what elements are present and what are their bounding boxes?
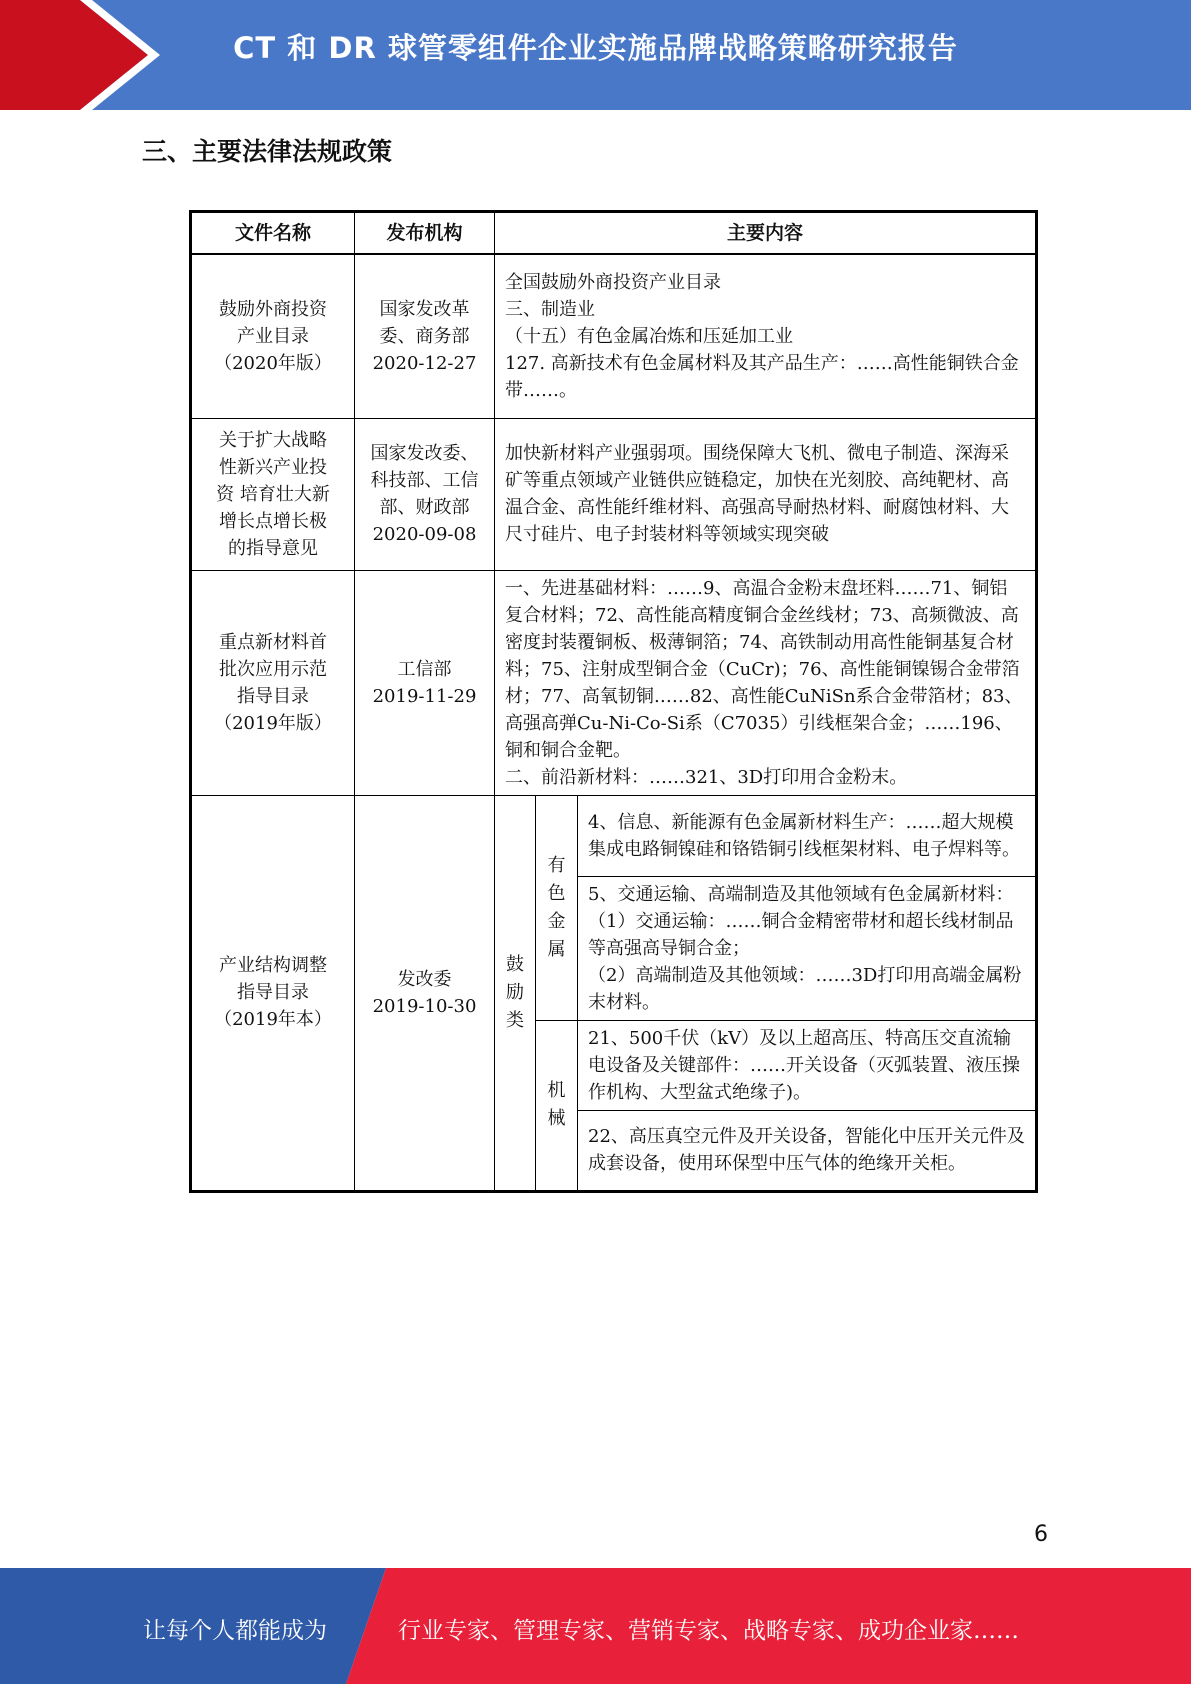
category-cell bbox=[495, 795, 536, 1191]
item-cell: 22、高压真空元件及开关设备，智能化中压开关元件及成套设备，使用环保型中压气体的绝缘开关柜。 bbox=[578, 1110, 1037, 1191]
group-label: 机械 bbox=[547, 1080, 566, 1129]
item-cell: 5、交通运输、高端制造及其他领域有色金属新材料：（1）交通运输：……铜合金精密带材和超长线材制品等高强高导铜合金； （2）高端制造及其他领域：……3D打印用高端金属粉末材料。 bbox=[578, 876, 1037, 1020]
footer-bar bbox=[0, 1568, 1191, 1684]
group-cell bbox=[536, 795, 578, 1020]
header-org: 发布机构 bbox=[355, 212, 495, 255]
page-number: 6 bbox=[1034, 1522, 1048, 1547]
content-cell: 全国鼓励外商投资产业目录 三、制造业 （十五）有色金属冶炼和压延加工业 127. 高新技术有色金属材料及其产品生产：……高性能铜铁合金带……。 bbox=[495, 254, 1037, 418]
table-header-row bbox=[191, 212, 1037, 255]
table-row bbox=[191, 418, 1037, 570]
category-label: 鼓励类 bbox=[506, 953, 524, 1031]
item-cell: 21、500千伏（kV）及以上超高压、特高压交直流输电设备及关键部件：……开关设备（灭弧装置、液压操作机构、大型盆式绝缘子)。 bbox=[578, 1020, 1037, 1110]
org-cell: 国家发改委、 科技部、工信 部、财政部 2020-09-08 bbox=[355, 418, 495, 570]
doc-name-cell: 产业结构调整 指导目录 （2019年本） bbox=[191, 795, 355, 1191]
header-content: 主要内容 bbox=[495, 212, 1037, 255]
footer-slogan-left: 让每个人都能成为 bbox=[143, 1618, 327, 1644]
policy-table bbox=[189, 210, 1038, 1193]
report-title: CT 和 DR 球管零组件企业实施品牌战略策略研究报告 bbox=[233, 31, 958, 65]
table-row bbox=[191, 254, 1037, 418]
group-label: 有色金属 bbox=[547, 854, 566, 960]
header-bar bbox=[0, 0, 1191, 110]
content-cell: 一、先进基础材料：……9、高温合金粉末盘坯料……71、铜铝复合材料；72、高性能高精度铜合金丝线材；73、高频微波、高密度封装覆铜板、极薄铜箔；74、高铁制动用高性能铜基复合材料；75、注射成型铜合金（CuCr)；76、高性能铜镍锡合金带箔材；77、高氧韧铜……82、高性能CuNiSn系合金带箔材；83、高强高弹Cu-Ni-Co-Si系（C7035）引线框架合金；……196、铜和铜合金靶。 二、前沿新材料：……321、3D打印用合金粉末。 bbox=[495, 570, 1037, 795]
group-cell bbox=[536, 1020, 578, 1191]
item-cell: 4、信息、新能源有色金属新材料生产：……超大规模集成电路铜镍硅和铬锆铜引线框架材料、电子焊料等。 bbox=[578, 795, 1037, 876]
section-title: 三、主要法律法规政策 bbox=[142, 137, 393, 166]
content-cell: 加快新材料产业强弱项。围绕保障大飞机、微电子制造、深海采矿等重点领域产业链供应链稳定，加快在光刻胶、高纯靶材、高温合金、高性能纤维材料、高强高导耐热材料、耐腐蚀材料、大尺寸硅片、电子封装材料等领域实现突破 bbox=[495, 418, 1037, 570]
org-cell: 工信部 2019-11-29 bbox=[355, 570, 495, 795]
footer-slogan-right: 行业专家、管理专家、营销专家、战略专家、成功企业家…… bbox=[398, 1618, 1019, 1644]
org-cell: 发改委 2019-10-30 bbox=[355, 795, 495, 1191]
header-doc-name: 文件名称 bbox=[191, 212, 355, 255]
table-row bbox=[191, 795, 1037, 876]
doc-name-cell: 鼓励外商投资 产业目录 （2020年版） bbox=[191, 254, 355, 418]
doc-name-cell: 重点新材料首 批次应用示范 指导目录 （2019年版） bbox=[191, 570, 355, 795]
doc-name-cell: 关于扩大战略 性新兴产业投 资 培育壮大新 增长点增长极 的指导意见 bbox=[191, 418, 355, 570]
table-row bbox=[191, 570, 1037, 795]
org-cell: 国家发改革 委、商务部 2020-12-27 bbox=[355, 254, 495, 418]
